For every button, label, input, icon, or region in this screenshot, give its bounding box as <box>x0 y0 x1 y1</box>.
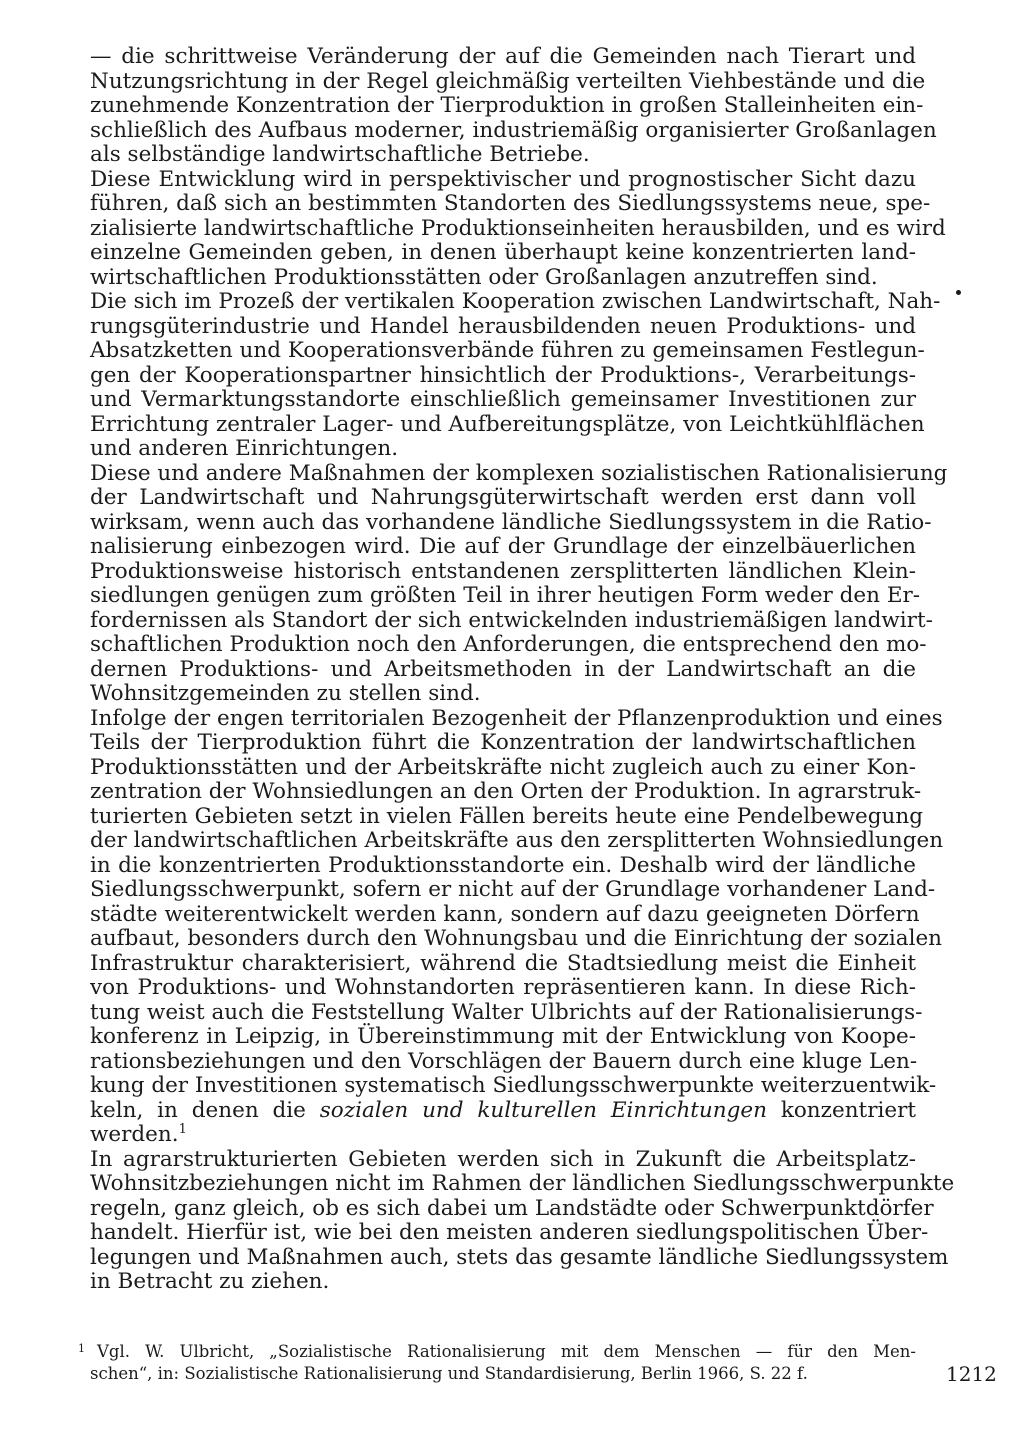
text-line: in Betracht zu ziehen. <box>90 1269 330 1294</box>
text-line: zunehmende Konzentration der Tierproduktion in großen Stalleinheiten ein- <box>90 93 924 118</box>
text-line: dernen Produktions- und Arbeitsmethoden in der Landwirtschaft an die <box>90 656 916 682</box>
text-line: der Landwirtschaft und Nahrungsgüterwirtschaft werden erst dann voll <box>90 485 916 510</box>
text-line: der landwirtschaftlichen Arbeitskräfte aus den zersplitterten Wohnsiedlungen <box>90 828 944 853</box>
page-number: 1212 <box>946 1362 997 1386</box>
text-line: Infolge der engen territorialen Bezogenheit der Pflanzenproduktion und eines <box>90 705 943 731</box>
text-line: Teils der Tierproduktion führt die Konzentration der landwirtschaftlichen <box>90 730 916 755</box>
text-line: rationsbeziehungen und den Vorschlägen der Bauern durch eine kluge Len- <box>90 1048 918 1074</box>
text-line: schaftlichen Produktion noch den Anforderungen, die entsprechend den mo- <box>90 632 927 657</box>
text-line: Diese und andere Maßnahmen der komplexen sozialistischen Rationalisierung <box>90 460 948 486</box>
text-line: zialisierte landwirtschaftliche Produktionseinheiten herausbilden, und es wird <box>90 215 946 241</box>
text-line: Errichtung zentraler Lager- und Aufbereitungsplätze, von Leichtkühlflächen <box>90 411 925 437</box>
text-line: führen, daß sich an bestimmten Standorten des Siedlungssystems neue, spe- <box>90 191 931 216</box>
text-line: Wohnsitzgemeinden zu stellen sind. <box>90 681 481 706</box>
footnote-line: schen“, in: Sozialistische Rationalisierung und Standardisierung, Berlin 1966, S. 22 f. <box>90 1364 808 1383</box>
margin-dot <box>956 290 961 295</box>
paragraph-4 <box>90 460 948 707</box>
text-line: schließlich des Aufbaus moderner, industriemäßig organisierter Großanlagen <box>90 117 937 143</box>
text-line: von Produktions- und Wohnstandorten repräsentieren kann. In diese Rich- <box>90 975 916 1000</box>
text-line: turierten Gebieten setzt in vielen Fällen bereits heute eine Pendelbewegung <box>90 803 923 829</box>
text-run: keln, in denen die <box>90 1097 320 1123</box>
text-line <box>90 1123 916 1148</box>
text-line: Diese Entwicklung wird in perspektivischer und prognostischer Sicht dazu <box>90 166 916 192</box>
footnote-reference[interactable]: 1 <box>178 1122 187 1137</box>
text-line: zentration der Wohnsiedlungen an den Orten der Produktion. In agrarstruk- <box>90 779 922 804</box>
text-line: Produktionsstätten und der Arbeitskräfte nicht zugleich auch zu einer Kon- <box>90 754 916 780</box>
paragraph-5 <box>90 705 944 1148</box>
text-line: in die konzentrierten Produktionsstandorte ein. Deshalb wird der ländliche <box>90 852 916 878</box>
emphasis-text: sozialen und kulturellen Einrichtungen <box>319 1097 767 1123</box>
text-line: tung weist auch die Feststellung Walter Ulbrichts auf der Rationalisierungs- <box>90 999 923 1025</box>
text-line: einzelne Gemeinden geben, in denen überhaupt keine konzentrierten land- <box>90 240 916 265</box>
text-line: nalisierung einbezogen wird. Die auf der Grundlage der einzelbäuerlichen <box>90 534 916 559</box>
text-line: Die sich im Prozeß der vertikalen Kooperation zwischen Landwirtschaft, Nah- <box>90 289 941 314</box>
text-line: Infrastruktur charakterisiert, während die Stadtsiedlung meist die Einheit <box>90 950 916 976</box>
text-line: und Vermarktungsstandorte einschließlich gemeinsamer Investitionen zur <box>90 387 916 412</box>
text-line: Produktionsweise historisch entstandenen zersplitterten ländlichen Klein- <box>90 558 916 584</box>
text-line: gen der Kooperationspartner hinsichtlich der Produktions-, Verarbeitungs- <box>90 362 916 388</box>
footnote <box>78 1338 916 1385</box>
footnote-line <box>78 1338 916 1363</box>
text-line: rungsgüterindustrie und Handel herausbildenden neuen Produktions- und <box>90 313 916 339</box>
text-line: und anderen Einrichtungen. <box>90 436 399 461</box>
text-line: handelt. Hierfür ist, wie bei den meisten anderen siedlungspolitischen Über- <box>90 1220 929 1245</box>
paragraph-3 <box>90 289 941 462</box>
text-line: wirksam, wenn auch das vorhandene ländliche Siedlungssystem in die Ratio- <box>90 509 932 535</box>
text-line: konferenz in Leipzig, in Übereinstimmung mit der Entwicklung von Koope- <box>90 1024 916 1049</box>
paragraph-6 <box>90 1146 955 1295</box>
text-line: städte weiterentwickelt werden kann, sondern auf dazu geeigneten Dörfern <box>90 901 920 927</box>
text-line: Absatzketten und Kooperationsverbände führen zu gemeinsamen Festlegun- <box>90 338 925 363</box>
text-line: siedlungen genügen zum größten Teil in ihrer heutigen Form weder den Er- <box>90 583 921 608</box>
text-line: Nutzungsrichtung in der Regel gleichmäßig verteilten Viehbestände und die <box>90 68 926 94</box>
paragraph-2 <box>90 166 946 291</box>
text-line: fordernissen als Standort der sich entwickelnden industriemäßigen landwirt- <box>90 607 933 633</box>
text-line: als selbständige landwirtschaftliche Betriebe. <box>90 142 590 167</box>
text-line: wirtschaftlichen Produktionsstätten oder Großanlagen anzutreffen sind. <box>90 264 878 290</box>
text-line: Wohnsitzbeziehungen nicht im Rahmen der ländlichen Siedlungsschwerpunkte <box>90 1171 955 1196</box>
text-line: aufbaut, besonders durch den Wohnungsbau und die Einrichtung der sozialen <box>90 926 943 951</box>
footnote-text: Vgl. W. Ulbricht, „Sozialistische Rationalisierung mit dem Menschen — für den Men- <box>97 1342 916 1361</box>
text-line: — die schrittweise Veränderung der auf die Gemeinden nach Tierart und <box>90 44 916 69</box>
text-run: werden. <box>90 1122 179 1147</box>
footnote-marker: 1 <box>78 1342 85 1355</box>
text-line <box>90 1099 916 1124</box>
text-line: legungen und Maßnahmen auch, stets das gesamte ländliche Siedlungssystem <box>90 1244 949 1270</box>
text-line: Siedlungsschwerpunkt, sofern er nicht auf der Grundlage vorhandener Land- <box>90 877 936 902</box>
text-line: kung der Investitionen systematisch Siedlungsschwerpunkte weiterzuentwik- <box>90 1073 937 1098</box>
paragraph-1 <box>90 44 937 168</box>
text-run: konzentriert <box>766 1097 916 1123</box>
body-text <box>90 44 955 1295</box>
text-line: In agrarstrukturierten Gebieten werden sich in Zukunft die Arbeitsplatz- <box>90 1146 916 1172</box>
text-line: regeln, ganz gleich, ob es sich dabei um Landstädte oder Schwerpunktdörfer <box>90 1195 934 1221</box>
